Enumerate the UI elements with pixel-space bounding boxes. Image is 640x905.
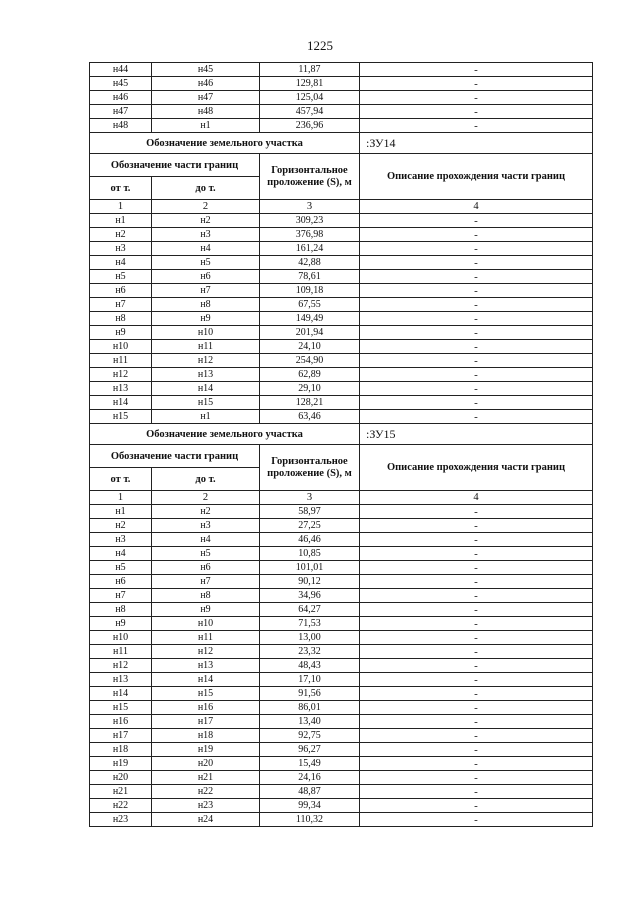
description-cell: - [360,561,593,575]
description-cell: - [360,701,593,715]
description-cell: - [360,326,593,340]
from-point-cell: н5 [90,561,152,575]
from-point-cell: н20 [90,771,152,785]
table-row [90,799,593,813]
table-row [90,687,593,701]
column-number-row [90,200,593,214]
description-cell: - [360,354,593,368]
to-header: до т. [152,468,260,491]
distance-cell: 27,25 [260,519,360,533]
to-point-cell: н45 [152,63,260,77]
distance-cell: 92,75 [260,729,360,743]
table-row [90,382,593,396]
description-cell: - [360,533,593,547]
section-title-row [90,424,593,445]
table-row [90,757,593,771]
column-number: 3 [260,200,360,214]
to-point-cell: н3 [152,519,260,533]
description-cell: - [360,368,593,382]
description-cell: - [360,340,593,354]
from-point-cell: н21 [90,785,152,799]
table-row [90,701,593,715]
description-cell: - [360,603,593,617]
table-row [90,561,593,575]
to-point-cell: н19 [152,743,260,757]
description-cell: - [360,743,593,757]
from-point-cell: н15 [90,701,152,715]
table-row [90,743,593,757]
from-point-cell: н1 [90,505,152,519]
distance-cell: 17,10 [260,673,360,687]
table-row [90,547,593,561]
from-point-cell: н16 [90,715,152,729]
from-point-cell: н6 [90,575,152,589]
land-plot-code: :ЗУ14 [360,133,593,154]
from-point-cell: н11 [90,354,152,368]
distance-cell: 254,90 [260,354,360,368]
from-point-cell: н9 [90,326,152,340]
distance-cell: 24,16 [260,771,360,785]
from-point-cell: н12 [90,368,152,382]
table-row [90,533,593,547]
description-cell: - [360,270,593,284]
table-row [90,368,593,382]
column-number: 4 [360,491,593,505]
table-row [90,284,593,298]
section-title-row [90,133,593,154]
distance-cell: 161,24 [260,242,360,256]
distance-cell: 96,27 [260,743,360,757]
header-row [90,445,593,468]
description-cell: - [360,119,593,133]
to-header: до т. [152,177,260,200]
distance-cell: 11,87 [260,63,360,77]
description-cell: - [360,645,593,659]
description-cell: - [360,410,593,424]
from-point-cell: н14 [90,396,152,410]
distance-cell: 13,00 [260,631,360,645]
distance-cell: 29,10 [260,382,360,396]
table-row [90,589,593,603]
table-row [90,105,593,119]
description-cell: - [360,799,593,813]
page-number: 1225 [307,38,333,53]
from-header: от т. [90,468,152,491]
to-point-cell: н14 [152,382,260,396]
table-row [90,631,593,645]
description-cell: - [360,589,593,603]
distance-cell: 201,94 [260,326,360,340]
from-point-cell: н13 [90,673,152,687]
to-point-cell: н20 [152,757,260,771]
description-header: Описание прохождения части границ [360,154,593,200]
table-row [90,228,593,242]
horizontal-header: Горизонтальное проложение (S), м [260,154,360,200]
distance-cell: 24,10 [260,340,360,354]
from-point-cell: н9 [90,617,152,631]
from-point-cell: н45 [90,77,152,91]
from-point-cell: н11 [90,645,152,659]
description-cell: - [360,256,593,270]
column-number: 2 [152,200,260,214]
to-point-cell: н12 [152,645,260,659]
to-point-cell: н18 [152,729,260,743]
to-point-cell: н6 [152,561,260,575]
column-number: 2 [152,491,260,505]
description-cell: - [360,673,593,687]
to-point-cell: н6 [152,270,260,284]
from-point-cell: н6 [90,284,152,298]
from-point-cell: н46 [90,91,152,105]
distance-cell: 236,96 [260,119,360,133]
to-point-cell: н8 [152,298,260,312]
description-cell: - [360,382,593,396]
from-point-cell: н47 [90,105,152,119]
description-cell: - [360,519,593,533]
table-row [90,771,593,785]
description-cell: - [360,77,593,91]
to-point-cell: н9 [152,603,260,617]
distance-cell: 149,49 [260,312,360,326]
table-row [90,91,593,105]
column-number: 3 [260,491,360,505]
distance-cell: 15,49 [260,757,360,771]
table-row [90,256,593,270]
land-plot-label: Обозначение земельного участка [90,424,360,445]
from-point-cell: н15 [90,410,152,424]
from-point-cell: н2 [90,228,152,242]
table-row [90,242,593,256]
description-cell: - [360,687,593,701]
parts-header: Обозначение части границ [90,445,260,468]
from-point-cell: н14 [90,687,152,701]
from-point-cell: н13 [90,382,152,396]
distance-cell: 309,23 [260,214,360,228]
to-point-cell: н14 [152,673,260,687]
from-point-cell: н4 [90,547,152,561]
distance-cell: 90,12 [260,575,360,589]
from-header: от т. [90,177,152,200]
to-point-cell: н10 [152,326,260,340]
description-cell: - [360,312,593,326]
column-number-row [90,491,593,505]
distance-cell: 101,01 [260,561,360,575]
from-point-cell: н3 [90,533,152,547]
to-point-cell: н5 [152,547,260,561]
to-point-cell: н1 [152,119,260,133]
column-number: 1 [90,491,152,505]
to-point-cell: н17 [152,715,260,729]
description-cell: - [360,284,593,298]
to-point-cell: н48 [152,105,260,119]
column-number: 4 [360,200,593,214]
to-point-cell: н1 [152,410,260,424]
from-point-cell: н8 [90,603,152,617]
to-point-cell: н5 [152,256,260,270]
distance-cell: 109,18 [260,284,360,298]
to-point-cell: н13 [152,659,260,673]
description-cell: - [360,547,593,561]
land-plot-label: Обозначение земельного участка [90,133,360,154]
table-row [90,354,593,368]
table-row [90,119,593,133]
description-cell: - [360,575,593,589]
table-row [90,312,593,326]
from-point-cell: н1 [90,214,152,228]
from-point-cell: н23 [90,813,152,827]
table-row [90,214,593,228]
to-point-cell: н2 [152,505,260,519]
distance-cell: 48,87 [260,785,360,799]
to-point-cell: н2 [152,214,260,228]
to-point-cell: н4 [152,533,260,547]
from-point-cell: н10 [90,631,152,645]
to-point-cell: н11 [152,631,260,645]
distance-cell: 110,32 [260,813,360,827]
description-cell: - [360,617,593,631]
horizontal-header: Горизонтальное проложение (S), м [260,445,360,491]
table-row [90,715,593,729]
to-point-cell: н15 [152,396,260,410]
from-point-cell: н4 [90,256,152,270]
description-cell: - [360,631,593,645]
distance-cell: 457,94 [260,105,360,119]
table-row [90,729,593,743]
from-point-cell: н44 [90,63,152,77]
description-cell: - [360,771,593,785]
distance-cell: 48,43 [260,659,360,673]
from-point-cell: н2 [90,519,152,533]
table-row [90,326,593,340]
distance-cell: 125,04 [260,91,360,105]
table-row [90,63,593,77]
from-point-cell: н48 [90,119,152,133]
description-cell: - [360,505,593,519]
table-row [90,519,593,533]
table-row [90,298,593,312]
table-row [90,77,593,91]
table-row [90,785,593,799]
description-cell: - [360,813,593,827]
to-point-cell: н21 [152,771,260,785]
from-point-cell: н8 [90,312,152,326]
distance-cell: 64,27 [260,603,360,617]
to-point-cell: н7 [152,284,260,298]
distance-cell: 129,81 [260,77,360,91]
to-point-cell: н8 [152,589,260,603]
table-row [90,659,593,673]
description-cell: - [360,757,593,771]
from-point-cell: н19 [90,757,152,771]
table-row [90,575,593,589]
description-cell: - [360,298,593,312]
description-cell: - [360,105,593,119]
description-cell: - [360,242,593,256]
to-point-cell: н13 [152,368,260,382]
boundary-table [89,62,593,827]
distance-cell: 376,98 [260,228,360,242]
from-point-cell: н3 [90,242,152,256]
to-point-cell: н11 [152,340,260,354]
distance-cell: 91,56 [260,687,360,701]
table-row [90,645,593,659]
to-point-cell: н7 [152,575,260,589]
from-point-cell: н18 [90,743,152,757]
to-point-cell: н46 [152,77,260,91]
to-point-cell: н47 [152,91,260,105]
land-plot-code: :ЗУ15 [360,424,593,445]
from-point-cell: н5 [90,270,152,284]
from-point-cell: н10 [90,340,152,354]
distance-cell: 42,88 [260,256,360,270]
distance-cell: 86,01 [260,701,360,715]
from-point-cell: н7 [90,298,152,312]
table-row [90,410,593,424]
to-point-cell: н23 [152,799,260,813]
from-point-cell: н17 [90,729,152,743]
distance-cell: 63,46 [260,410,360,424]
description-cell: - [360,228,593,242]
distance-cell: 99,34 [260,799,360,813]
description-cell: - [360,785,593,799]
from-point-cell: н22 [90,799,152,813]
table-row [90,396,593,410]
distance-cell: 10,85 [260,547,360,561]
description-cell: - [360,91,593,105]
parts-header: Обозначение части границ [90,154,260,177]
distance-cell: 67,55 [260,298,360,312]
distance-cell: 58,97 [260,505,360,519]
from-point-cell: н7 [90,589,152,603]
column-number: 1 [90,200,152,214]
to-point-cell: н9 [152,312,260,326]
distance-cell: 78,61 [260,270,360,284]
distance-cell: 62,89 [260,368,360,382]
distance-cell: 46,46 [260,533,360,547]
distance-cell: 23,32 [260,645,360,659]
to-point-cell: н4 [152,242,260,256]
description-cell: - [360,214,593,228]
distance-cell: 34,96 [260,589,360,603]
to-point-cell: н16 [152,701,260,715]
table-row [90,270,593,284]
header-row [90,154,593,177]
description-cell: - [360,63,593,77]
to-point-cell: н10 [152,617,260,631]
distance-cell: 13,40 [260,715,360,729]
table-row [90,603,593,617]
table-row [90,813,593,827]
description-cell: - [360,715,593,729]
description-header: Описание прохождения части границ [360,445,593,491]
description-cell: - [360,396,593,410]
table-row [90,617,593,631]
table-row [90,340,593,354]
to-point-cell: н24 [152,813,260,827]
to-point-cell: н12 [152,354,260,368]
to-point-cell: н22 [152,785,260,799]
table-row [90,673,593,687]
from-point-cell: н12 [90,659,152,673]
description-cell: - [360,729,593,743]
description-cell: - [360,659,593,673]
to-point-cell: н3 [152,228,260,242]
to-point-cell: н15 [152,687,260,701]
distance-cell: 71,53 [260,617,360,631]
table-row [90,505,593,519]
distance-cell: 128,21 [260,396,360,410]
